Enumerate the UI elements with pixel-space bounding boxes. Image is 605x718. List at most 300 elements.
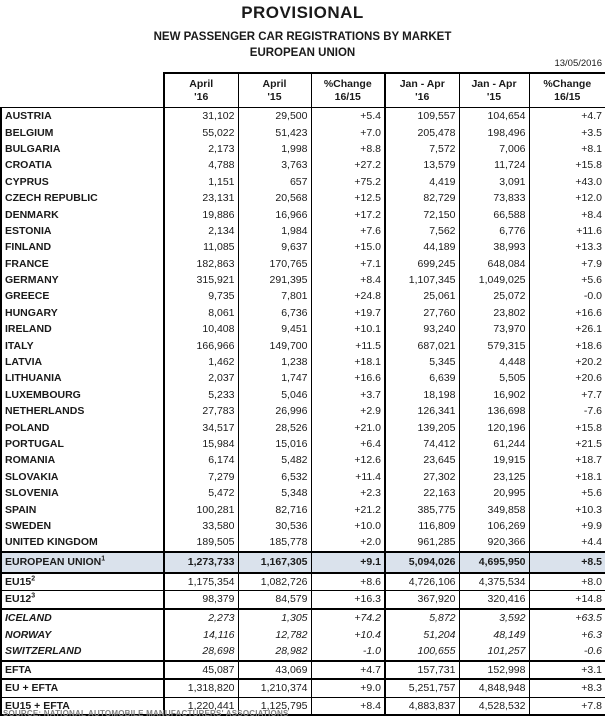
value-cell: 116,809 — [385, 518, 459, 534]
report-title: PROVISIONAL — [241, 3, 364, 22]
value-cell: 1,998 — [238, 141, 311, 157]
value-cell: +8.5 — [529, 552, 605, 573]
table-row — [1, 108, 605, 125]
footnote-marker: 2 — [31, 575, 36, 583]
value-cell: 10,408 — [164, 321, 238, 337]
value-cell: 44,189 — [385, 239, 459, 255]
table-row — [1, 387, 605, 403]
value-cell: 170,765 — [238, 256, 311, 272]
value-cell: +8.6 — [311, 573, 385, 591]
value-cell: 1,210,374 — [238, 679, 311, 697]
value-cell: 34,517 — [164, 419, 238, 435]
value-cell: 82,729 — [385, 190, 459, 206]
value-cell: +16.3 — [311, 591, 385, 609]
row-label: ESTONIA — [1, 223, 164, 239]
row-label: EU + EFTA — [1, 679, 164, 697]
value-cell: +13.3 — [529, 239, 605, 255]
value-cell: 19,886 — [164, 206, 238, 222]
table-row — [1, 223, 605, 239]
table-row — [1, 337, 605, 353]
value-cell: 51,423 — [238, 124, 311, 140]
value-cell: +7.0 — [311, 124, 385, 140]
value-cell: 3,763 — [238, 157, 311, 173]
table-body — [1, 108, 605, 716]
value-cell: +16.6 — [311, 370, 385, 386]
value-cell: 23,802 — [459, 305, 529, 321]
value-cell: 5,472 — [164, 485, 238, 501]
value-cell: 1,462 — [164, 354, 238, 370]
value-cell: 120,196 — [459, 419, 529, 435]
row-label: NETHERLANDS — [1, 403, 164, 419]
source-note: SOURCE: NATIONAL AUTOMOBILE MANUFACTURERS' ASSOCIATIONS — [3, 709, 289, 718]
value-cell: +12.5 — [311, 190, 385, 206]
value-cell: +3.7 — [311, 387, 385, 403]
table-row — [1, 469, 605, 485]
value-cell: 5,348 — [238, 485, 311, 501]
value-cell: +21.5 — [529, 436, 605, 452]
value-cell: 106,269 — [459, 518, 529, 534]
value-cell: 28,526 — [238, 419, 311, 435]
value-cell: 961,285 — [385, 534, 459, 551]
value-cell: 23,645 — [385, 452, 459, 468]
row-label: SLOVENIA — [1, 485, 164, 501]
table-header-row — [1, 73, 605, 108]
column-header: April '15 — [238, 73, 311, 108]
value-cell: 4,695,950 — [459, 552, 529, 573]
value-cell: 19,915 — [459, 452, 529, 468]
row-label: LATVIA — [1, 354, 164, 370]
value-cell: +3.5 — [529, 124, 605, 140]
value-cell: 104,654 — [459, 108, 529, 125]
value-cell: 648,084 — [459, 256, 529, 272]
value-cell: 1,220,441 — [164, 697, 238, 715]
value-cell: +8.4 — [529, 206, 605, 222]
row-label: LITHUANIA — [1, 370, 164, 386]
value-cell: +10.4 — [311, 626, 385, 643]
value-cell: +24.8 — [311, 288, 385, 304]
column-header: Jan - Apr '15 — [459, 73, 529, 108]
value-cell: 2,273 — [164, 609, 238, 627]
table-row — [1, 206, 605, 222]
value-cell: 23,125 — [459, 469, 529, 485]
value-cell: 1,747 — [238, 370, 311, 386]
value-cell: +5.6 — [529, 272, 605, 288]
table-row — [1, 354, 605, 370]
value-cell: 149,700 — [238, 337, 311, 353]
value-cell: 166,966 — [164, 337, 238, 353]
value-cell: 687,021 — [385, 337, 459, 353]
value-cell: 23,131 — [164, 190, 238, 206]
table-row — [1, 609, 605, 627]
value-cell: +18.7 — [529, 452, 605, 468]
table-row — [1, 679, 605, 697]
row-label: BELGIUM — [1, 124, 164, 140]
row-label: ROMANIA — [1, 452, 164, 468]
value-cell: 27,302 — [385, 469, 459, 485]
value-cell: 6,639 — [385, 370, 459, 386]
value-cell: +9.1 — [311, 552, 385, 573]
value-cell: 1,107,345 — [385, 272, 459, 288]
value-cell: -0.0 — [529, 288, 605, 304]
value-cell: 4,448 — [459, 354, 529, 370]
table-row — [1, 419, 605, 435]
value-cell: +8.8 — [311, 141, 385, 157]
value-cell: 13,579 — [385, 157, 459, 173]
value-cell: +3.1 — [529, 661, 605, 680]
column-header: %Change 16/15 — [311, 73, 385, 108]
value-cell: -1.0 — [311, 643, 385, 661]
value-cell: +5.4 — [311, 108, 385, 125]
row-label: SWITZERLAND — [1, 643, 164, 661]
value-cell: +11.5 — [311, 337, 385, 353]
value-cell: 4,788 — [164, 157, 238, 173]
value-cell: 4,528,532 — [459, 697, 529, 715]
value-cell: 11,085 — [164, 239, 238, 255]
value-cell: 1,167,305 — [238, 552, 311, 573]
value-cell: 185,778 — [238, 534, 311, 551]
table-row — [1, 661, 605, 680]
table-row — [1, 321, 605, 337]
value-cell: 55,022 — [164, 124, 238, 140]
value-cell: 139,205 — [385, 419, 459, 435]
value-cell: +11.6 — [529, 223, 605, 239]
row-label: NORWAY — [1, 626, 164, 643]
value-cell: 4,883,837 — [385, 697, 459, 715]
row-label: FINLAND — [1, 239, 164, 255]
value-cell: 27,760 — [385, 305, 459, 321]
value-cell: 43,069 — [238, 661, 311, 680]
value-cell: 5,094,026 — [385, 552, 459, 573]
value-cell: +6.3 — [529, 626, 605, 643]
value-cell: 320,416 — [459, 591, 529, 609]
value-cell: 101,257 — [459, 643, 529, 661]
value-cell: 51,204 — [385, 626, 459, 643]
value-cell: 189,505 — [164, 534, 238, 551]
value-cell: 349,858 — [459, 501, 529, 517]
row-label: CROATIA — [1, 157, 164, 173]
row-label: SWEDEN — [1, 518, 164, 534]
footnote-marker: 1 — [101, 555, 106, 563]
value-cell: +17.2 — [311, 206, 385, 222]
header-blank-cell — [1, 73, 164, 108]
value-cell: 5,505 — [459, 370, 529, 386]
value-cell: +8.1 — [529, 141, 605, 157]
report-region: EUROPEAN UNION — [249, 47, 356, 59]
value-cell: 1,318,820 — [164, 679, 238, 697]
value-cell: +27.2 — [311, 157, 385, 173]
value-cell: +18.1 — [311, 354, 385, 370]
table-row — [1, 141, 605, 157]
value-cell: 136,698 — [459, 403, 529, 419]
value-cell: 18,198 — [385, 387, 459, 403]
value-cell: 12,782 — [238, 626, 311, 643]
value-cell: 26,996 — [238, 403, 311, 419]
row-label: IRELAND — [1, 321, 164, 337]
table-row — [1, 124, 605, 140]
value-cell: 48,149 — [459, 626, 529, 643]
value-cell: +10.0 — [311, 518, 385, 534]
value-cell: +8.4 — [311, 272, 385, 288]
value-cell: +21.2 — [311, 501, 385, 517]
table-row — [1, 552, 605, 573]
value-cell: 25,061 — [385, 288, 459, 304]
value-cell: 73,833 — [459, 190, 529, 206]
registrations-table — [0, 72, 605, 716]
value-cell: 1,175,354 — [164, 573, 238, 591]
table-header — [1, 73, 605, 108]
row-label: SLOVAKIA — [1, 469, 164, 485]
value-cell: +18.1 — [529, 469, 605, 485]
row-label: ICELAND — [1, 609, 164, 627]
value-cell: 100,655 — [385, 643, 459, 661]
value-cell: 4,726,106 — [385, 573, 459, 591]
value-cell: 5,482 — [238, 452, 311, 468]
table-row — [1, 501, 605, 517]
table-row — [1, 534, 605, 551]
row-label: HUNGARY — [1, 305, 164, 321]
value-cell: 16,966 — [238, 206, 311, 222]
row-label: CZECH REPUBLIC — [1, 190, 164, 206]
value-cell: +4.7 — [529, 108, 605, 125]
row-label: BULGARIA — [1, 141, 164, 157]
value-cell: 1,082,726 — [238, 573, 311, 591]
value-cell: 27,783 — [164, 403, 238, 419]
value-cell: 109,557 — [385, 108, 459, 125]
value-cell: 4,848,948 — [459, 679, 529, 697]
value-cell: 16,902 — [459, 387, 529, 403]
value-cell: 74,412 — [385, 436, 459, 452]
value-cell: 61,244 — [459, 436, 529, 452]
table-row — [1, 436, 605, 452]
value-cell: -7.6 — [529, 403, 605, 419]
value-cell: 7,279 — [164, 469, 238, 485]
table-row — [1, 256, 605, 272]
value-cell: 9,735 — [164, 288, 238, 304]
value-cell: 98,379 — [164, 591, 238, 609]
table-row — [1, 239, 605, 255]
value-cell: +8.3 — [529, 679, 605, 697]
value-cell: +2.9 — [311, 403, 385, 419]
value-cell: 152,998 — [459, 661, 529, 680]
value-cell: 7,006 — [459, 141, 529, 157]
report-date: 13/05/2016 — [554, 58, 602, 69]
value-cell: 657 — [238, 174, 311, 190]
column-header: Jan - Apr '16 — [385, 73, 459, 108]
value-cell: 15,016 — [238, 436, 311, 452]
value-cell: 2,173 — [164, 141, 238, 157]
value-cell: +7.7 — [529, 387, 605, 403]
value-cell: 5,046 — [238, 387, 311, 403]
value-cell: +7.6 — [311, 223, 385, 239]
value-cell: 7,801 — [238, 288, 311, 304]
value-cell: 5,251,757 — [385, 679, 459, 697]
value-cell: 315,921 — [164, 272, 238, 288]
value-cell: +2.3 — [311, 485, 385, 501]
value-cell: 6,174 — [164, 452, 238, 468]
table-row — [1, 643, 605, 661]
value-cell: +6.4 — [311, 436, 385, 452]
value-cell: 82,716 — [238, 501, 311, 517]
value-cell: 11,724 — [459, 157, 529, 173]
value-cell: +12.0 — [529, 190, 605, 206]
value-cell: 66,588 — [459, 206, 529, 222]
table-row — [1, 452, 605, 468]
value-cell: +4.4 — [529, 534, 605, 551]
value-cell: 15,984 — [164, 436, 238, 452]
table-row — [1, 518, 605, 534]
row-label: POLAND — [1, 419, 164, 435]
value-cell: 25,072 — [459, 288, 529, 304]
value-cell: 45,087 — [164, 661, 238, 680]
row-label: EU15 + EFTA — [1, 697, 164, 715]
value-cell: +11.4 — [311, 469, 385, 485]
value-cell: 1,273,733 — [164, 552, 238, 573]
row-label: CYPRUS — [1, 174, 164, 190]
value-cell: +2.0 — [311, 534, 385, 551]
value-cell: 367,920 — [385, 591, 459, 609]
table-row — [1, 370, 605, 386]
value-cell: 20,995 — [459, 485, 529, 501]
value-cell: 157,731 — [385, 661, 459, 680]
value-cell: 6,776 — [459, 223, 529, 239]
value-cell: +74.2 — [311, 609, 385, 627]
value-cell: 8,061 — [164, 305, 238, 321]
value-cell: +7.9 — [529, 256, 605, 272]
value-cell: 14,116 — [164, 626, 238, 643]
value-cell: 31,102 — [164, 108, 238, 125]
column-header: April '16 — [164, 73, 238, 108]
table-row — [1, 272, 605, 288]
value-cell: 29,500 — [238, 108, 311, 125]
value-cell: +26.1 — [529, 321, 605, 337]
value-cell: 72,150 — [385, 206, 459, 222]
value-cell: 2,134 — [164, 223, 238, 239]
value-cell: 1,238 — [238, 354, 311, 370]
table-row — [1, 174, 605, 190]
value-cell: 126,341 — [385, 403, 459, 419]
value-cell: -0.6 — [529, 643, 605, 661]
value-cell: +9.9 — [529, 518, 605, 534]
value-cell: +18.6 — [529, 337, 605, 353]
value-cell: +16.6 — [529, 305, 605, 321]
value-cell: 3,592 — [459, 609, 529, 627]
row-label: EUROPEAN UNION$^1$ — [1, 552, 164, 573]
footnote-marker: 3 — [31, 592, 36, 600]
value-cell: 100,281 — [164, 501, 238, 517]
table-row — [1, 573, 605, 591]
row-label: FRANCE — [1, 256, 164, 272]
value-cell: 699,245 — [385, 256, 459, 272]
row-label: EFTA — [1, 661, 164, 680]
table-row — [1, 591, 605, 609]
value-cell: 93,240 — [385, 321, 459, 337]
value-cell: +10.3 — [529, 501, 605, 517]
row-label: GREECE — [1, 288, 164, 304]
value-cell: +5.6 — [529, 485, 605, 501]
value-cell: 1,984 — [238, 223, 311, 239]
value-cell: 30,536 — [238, 518, 311, 534]
value-cell: +14.8 — [529, 591, 605, 609]
row-label: $EU15^2$ — [1, 573, 164, 591]
value-cell: 291,395 — [238, 272, 311, 288]
value-cell: 73,970 — [459, 321, 529, 337]
value-cell: 6,736 — [238, 305, 311, 321]
value-cell: 198,496 — [459, 124, 529, 140]
value-cell: +7.8 — [529, 697, 605, 715]
value-cell: 4,419 — [385, 174, 459, 190]
value-cell: +20.2 — [529, 354, 605, 370]
table-row — [1, 403, 605, 419]
value-cell: 28,982 — [238, 643, 311, 661]
value-cell: 6,532 — [238, 469, 311, 485]
value-cell: +9.0 — [311, 679, 385, 697]
value-cell: +12.6 — [311, 452, 385, 468]
value-cell: 1,151 — [164, 174, 238, 190]
value-cell: +63.5 — [529, 609, 605, 627]
row-label: UNITED KINGDOM — [1, 534, 164, 551]
table-row — [1, 305, 605, 321]
value-cell: 20,568 — [238, 190, 311, 206]
value-cell: +43.0 — [529, 174, 605, 190]
value-cell: +7.1 — [311, 256, 385, 272]
value-cell: +15.8 — [529, 419, 605, 435]
value-cell: 7,562 — [385, 223, 459, 239]
value-cell: 7,572 — [385, 141, 459, 157]
table-row — [1, 288, 605, 304]
value-cell: 9,637 — [238, 239, 311, 255]
value-cell: +8.4 — [311, 697, 385, 715]
value-cell: 182,863 — [164, 256, 238, 272]
value-cell: +20.6 — [529, 370, 605, 386]
row-label: DENMARK — [1, 206, 164, 222]
table-row — [1, 157, 605, 173]
column-header: %Change 16/15 — [529, 73, 605, 108]
row-label: LUXEMBOURG — [1, 387, 164, 403]
value-cell: +75.2 — [311, 174, 385, 190]
table-row — [1, 626, 605, 643]
value-cell: +15.8 — [529, 157, 605, 173]
row-label: PORTUGAL — [1, 436, 164, 452]
value-cell: +8.0 — [529, 573, 605, 591]
value-cell: 84,579 — [238, 591, 311, 609]
table-row — [1, 190, 605, 206]
value-cell: +19.7 — [311, 305, 385, 321]
value-cell: 5,345 — [385, 354, 459, 370]
value-cell: 2,037 — [164, 370, 238, 386]
value-cell: +15.0 — [311, 239, 385, 255]
value-cell: 5,872 — [385, 609, 459, 627]
value-cell: 3,091 — [459, 174, 529, 190]
value-cell: 205,478 — [385, 124, 459, 140]
value-cell: 920,366 — [459, 534, 529, 551]
value-cell: 5,233 — [164, 387, 238, 403]
value-cell: 33,580 — [164, 518, 238, 534]
value-cell: 38,993 — [459, 239, 529, 255]
value-cell: +10.1 — [311, 321, 385, 337]
value-cell: 385,775 — [385, 501, 459, 517]
report-subtitle: NEW PASSENGER CAR REGISTRATIONS BY MARKET — [153, 31, 452, 43]
value-cell: 1,125,795 — [238, 697, 311, 715]
row-label: SPAIN — [1, 501, 164, 517]
row-label: GERMANY — [1, 272, 164, 288]
row-label: AUSTRIA — [1, 108, 164, 125]
value-cell: 579,315 — [459, 337, 529, 353]
value-cell: 22,163 — [385, 485, 459, 501]
value-cell: 1,305 — [238, 609, 311, 627]
row-label: ITALY — [1, 337, 164, 353]
value-cell: 28,698 — [164, 643, 238, 661]
value-cell: +4.7 — [311, 661, 385, 680]
